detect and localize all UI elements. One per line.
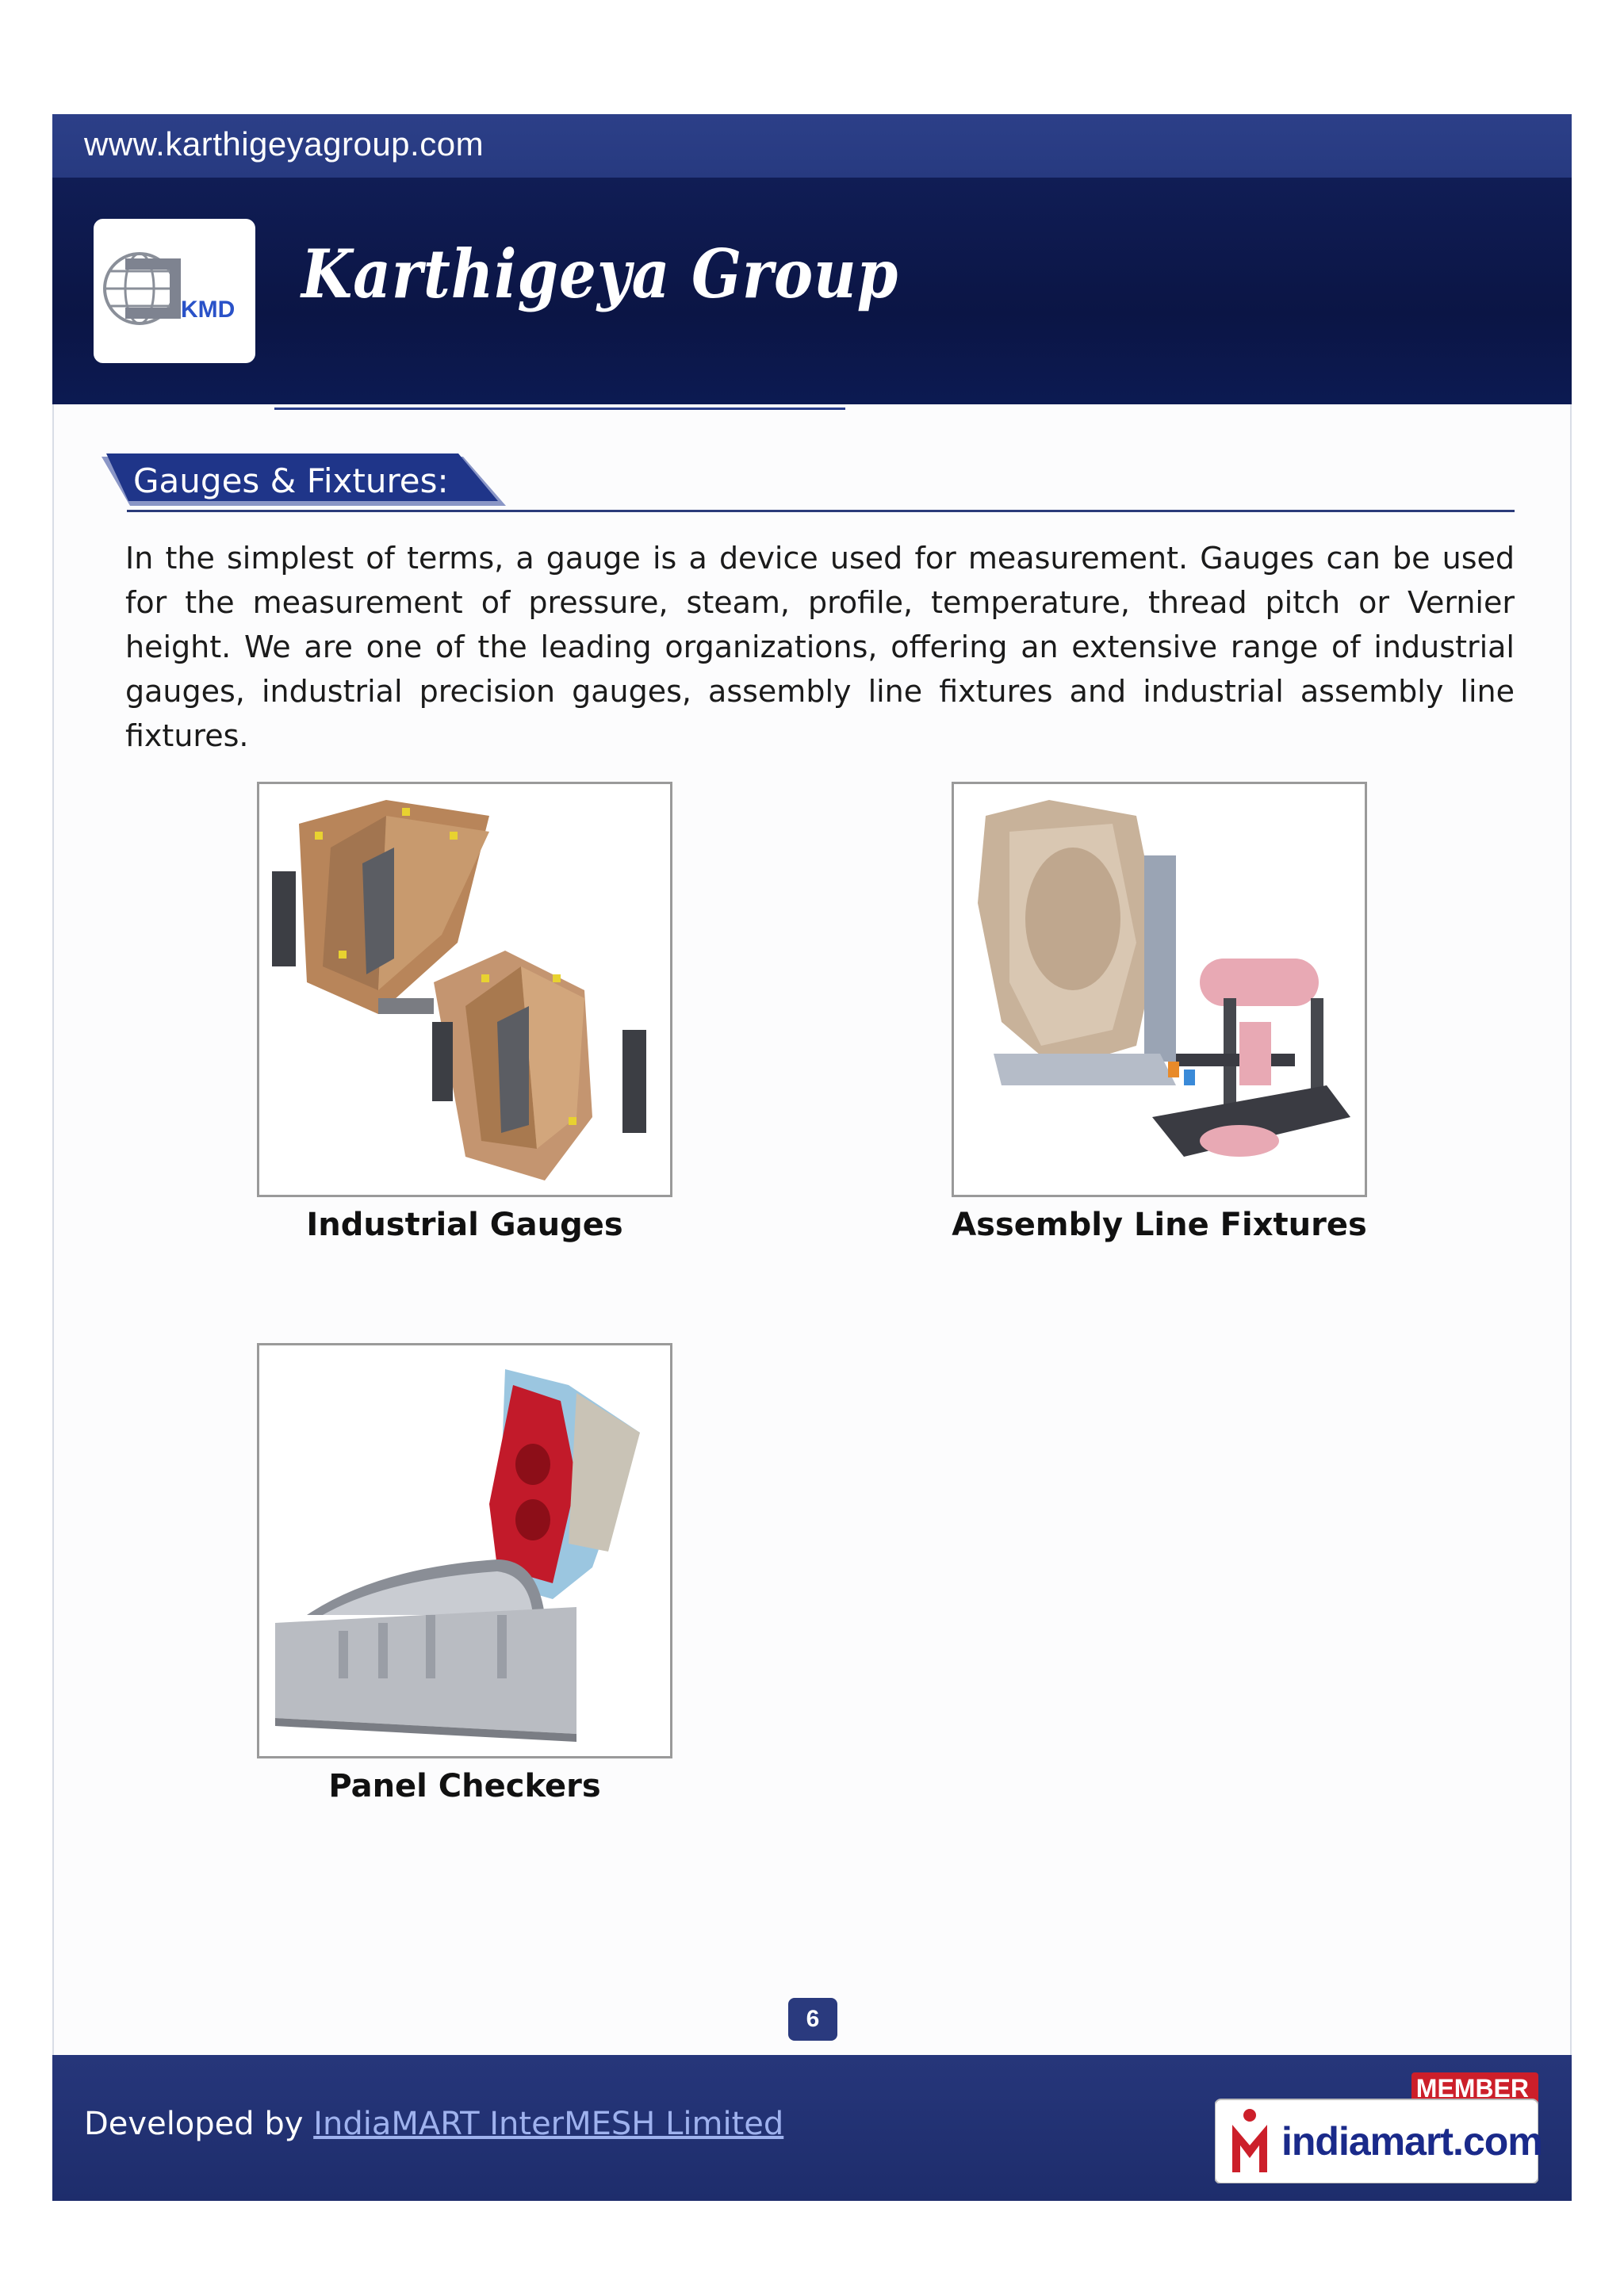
header-banner	[52, 178, 1572, 404]
product-caption: Panel Checkers	[328, 1768, 601, 1804]
product-card-assembly-line-fixtures[interactable]	[952, 782, 1367, 1243]
banner-underline	[274, 408, 845, 410]
member-label: MEMBER	[1415, 2074, 1529, 2103]
footer	[52, 2055, 1572, 2201]
company-logo[interactable]	[94, 219, 255, 363]
product-caption: Assembly Line Fixtures	[952, 1207, 1367, 1243]
url-bar	[52, 114, 1572, 178]
product-card-panel-checkers[interactable]	[257, 1343, 672, 1804]
indiamart-member-badge[interactable]	[1215, 2072, 1542, 2183]
product-image-industrial-gauges[interactable]	[257, 782, 672, 1197]
developer-link[interactable]: IndiaMART InterMESH Limited	[313, 2106, 784, 2142]
section-divider	[127, 510, 1515, 512]
indiamart-brand: indiamart.com	[1281, 2119, 1542, 2164]
section-heading-tab	[102, 453, 506, 509]
product-caption: Industrial Gauges	[306, 1207, 623, 1243]
page-number: 6	[788, 1998, 837, 2041]
developed-by-label: Developed by	[84, 2106, 304, 2142]
company-name: Karthigeya Group	[301, 235, 899, 313]
intro-paragraph: In the simplest of terms, a gauge is a device used for measurement. Gauges can be used for the measurement of pressure, steam, profile, temperature, thread pitch or Vernier height. We are one of the leading organizations, offering an extensive range of industrial gauges, industrial precision gauges, assembly line fixtures and industrial assembly line fixtures.	[125, 541, 1515, 753]
section-title: Gauges & Fixtures:	[133, 461, 449, 500]
logo-text: KMD	[181, 297, 236, 323]
product-card-industrial-gauges[interactable]	[257, 782, 672, 1243]
product-image-assembly-line-fixtures[interactable]	[952, 782, 1367, 1197]
website-url[interactable]: www.karthigeyagroup.com	[84, 125, 485, 163]
footer-credit	[84, 2106, 783, 2142]
product-image-panel-checkers[interactable]	[257, 1343, 672, 1758]
